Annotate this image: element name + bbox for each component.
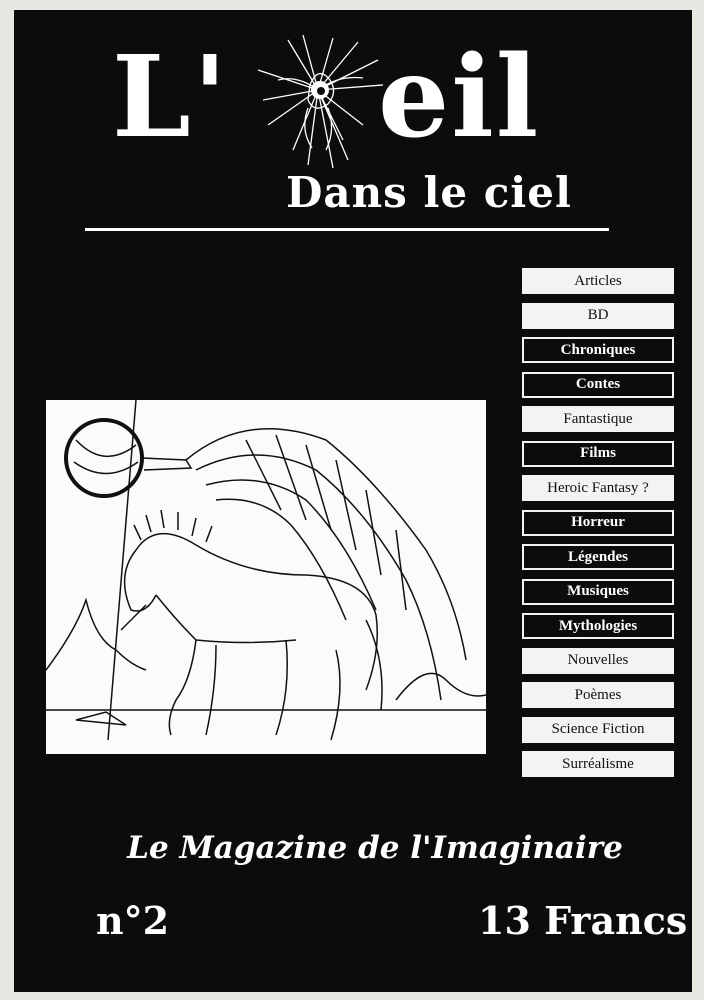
subtitle: Dans le ciel xyxy=(286,168,572,217)
tagline: Le Magazine de l'Imaginaire xyxy=(127,830,623,866)
category-tag: BD xyxy=(522,303,674,329)
category-tag: Nouvelles xyxy=(522,648,674,674)
eye-creature-icon xyxy=(248,30,388,170)
title-suffix: eil xyxy=(378,32,541,163)
category-tag: Surréalisme xyxy=(522,751,674,777)
price: 13 Francs xyxy=(478,898,688,943)
category-tag: Mythologies xyxy=(522,613,674,639)
pegasus-illustration xyxy=(46,400,486,754)
category-tag: Articles xyxy=(522,268,674,294)
title-prefix: L' xyxy=(112,32,230,163)
category-tag: Fantastique xyxy=(522,406,674,432)
category-tag: Films xyxy=(522,441,674,467)
category-tag: Chroniques xyxy=(522,337,674,363)
issue-number: n°2 xyxy=(96,898,170,943)
category-tag: Contes xyxy=(522,372,674,398)
category-tag: Horreur xyxy=(522,510,674,536)
category-tag: Poèmes xyxy=(522,682,674,708)
category-tag: Musiques xyxy=(522,579,674,605)
title-divider xyxy=(85,228,609,231)
category-tag: Heroic Fantasy ? xyxy=(522,475,674,501)
category-tag: Légendes xyxy=(522,544,674,570)
category-list xyxy=(522,268,674,786)
category-tag: Science Fiction xyxy=(522,717,674,743)
